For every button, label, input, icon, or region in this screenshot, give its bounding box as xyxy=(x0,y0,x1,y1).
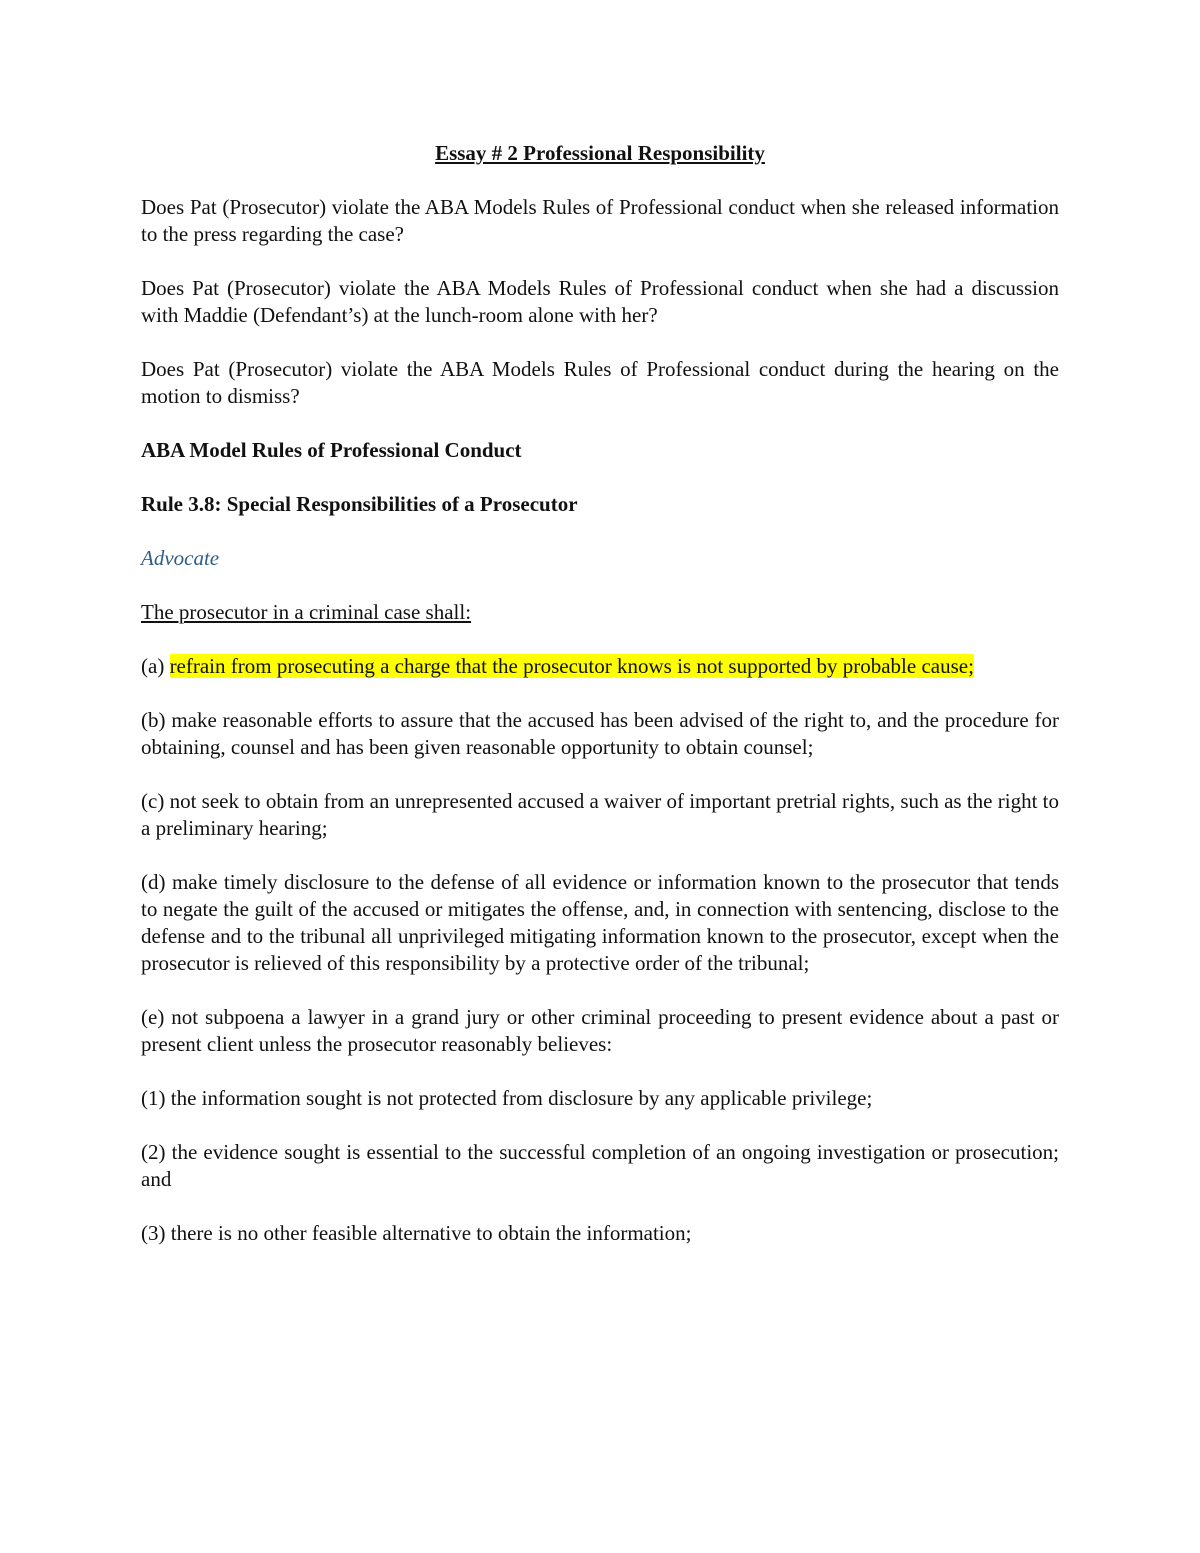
rule-item-e-3: (3) there is no other feasible alternative to obtain the information; xyxy=(141,1221,692,1245)
question-3: Does Pat (Prosecutor) violate the ABA Models Rules of Professional conduct during the hearing on the motion to dismiss? xyxy=(141,357,1059,408)
rule-item-e: (e) not subpoena a lawyer in a grand jury or other criminal proceeding to present evidence about a past or present client unless the prosecutor reasonably believes: xyxy=(141,1005,1059,1056)
advocate-label: Advocate xyxy=(141,546,220,570)
section-heading: ABA Model Rules of Professional Conduct xyxy=(141,438,522,462)
question-1: Does Pat (Prosecutor) violate the ABA Models Rules of Professional conduct when she released information to the press regarding the case? xyxy=(141,195,1059,246)
document-title: Essay # 2 Professional Responsibility xyxy=(435,141,765,165)
rule-item-b: (b) make reasonable efforts to assure that the accused has been advised of the right to, and the procedure for obtaining, counsel and has been given reasonable opportunity to obtain counsel; xyxy=(141,708,1059,759)
rule-heading: Rule 3.8: Special Responsibilities of a Prosecutor xyxy=(141,492,578,516)
highlighted-text: refrain from prosecuting a charge that the prosecutor knows is not supported by probable cause; xyxy=(169,654,974,678)
rule-item-d: (d) make timely disclosure to the defense of all evidence or information known to the prosecutor that tends to negate the guilt of the accused or mitigates the offense, and, in connection with sentencing, disclose to the defense and to the tribunal all unprivileged mitigating information known to the prosecutor, except when the prosecutor is relieved of this responsibility by a protective order of the tribunal; xyxy=(141,870,1059,975)
rule-intro: The prosecutor in a criminal case shall: xyxy=(141,600,472,624)
rule-item-a xyxy=(141,653,1059,680)
question-2: Does Pat (Prosecutor) violate the ABA Models Rules of Professional conduct when she had a discussion with Maddie (Defendant’s) at the lunch-room alone with her? xyxy=(141,276,1059,327)
rule-item-e-1: (1) the information sought is not protected from disclosure by any applicable privilege; xyxy=(141,1086,873,1110)
rule-item-e-2: (2) the evidence sought is essential to the successful completion of an ongoing investigation or prosecution; and xyxy=(141,1140,1059,1191)
rule-item-a-prefix: (a) xyxy=(141,654,165,678)
rule-item-c: (c) not seek to obtain from an unrepresented accused a waiver of important pretrial rights, such as the right to a preliminary hearing; xyxy=(141,789,1059,840)
document-body xyxy=(141,140,1059,1274)
